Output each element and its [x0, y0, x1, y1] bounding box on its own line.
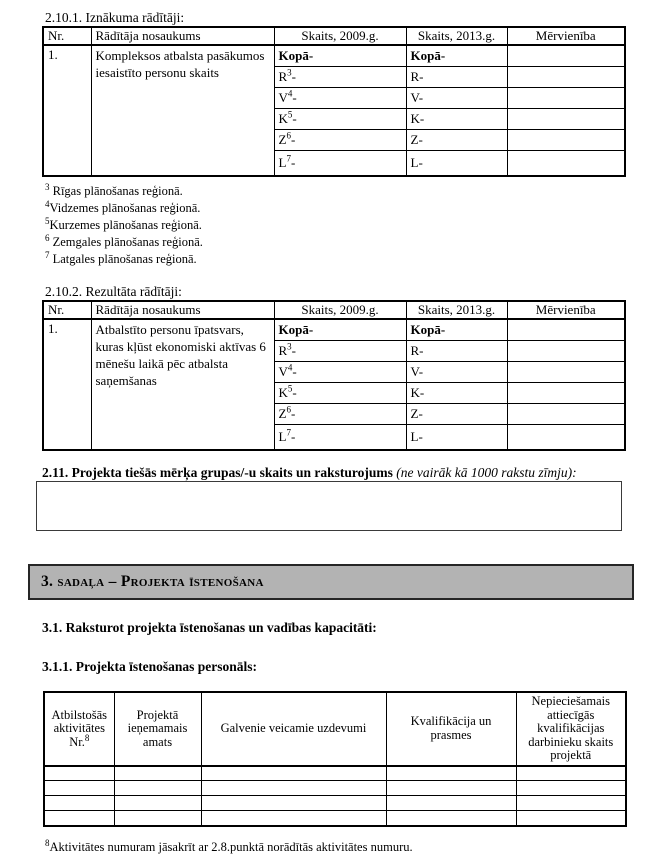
unit-value-cell[interactable] — [507, 45, 625, 66]
section-2-11-heading-bold: 2.11. Projekta tiešās mērķa grupas/-u skaits un raksturojums — [42, 465, 393, 480]
value-2009-total-cell: Kopā- — [274, 319, 406, 340]
header-cell-unit: Mērvienība — [507, 27, 625, 45]
header-cell-2013: Skaits, 2013.g. — [406, 27, 507, 45]
footnote-item: $^7$ Latgales plānošanas reģionā. — [45, 249, 197, 266]
empty-cell[interactable] — [114, 781, 201, 796]
section-2-10-2-title: 2.10.2. Rezultāta rādītāji: — [45, 284, 182, 299]
section-2-10-1-title: 2.10.1. Iznākuma rādītāji: — [45, 10, 185, 25]
header-cell-qualification: Kvalifikācija un prasmes — [386, 692, 516, 766]
empty-cell[interactable] — [201, 811, 386, 826]
value-2013-cell: R- — [406, 66, 507, 87]
header-cell-2009: Skaits, 2009.g. — [274, 301, 406, 319]
personnel-table — [43, 691, 627, 827]
table-header-row — [43, 27, 625, 45]
empty-cell[interactable] — [114, 811, 201, 826]
unit-value-cell[interactable] — [507, 87, 625, 108]
empty-cell[interactable] — [44, 781, 114, 796]
output-indicators-table — [42, 26, 626, 177]
header-cell-tasks: Galvenie veicamie uzdevumi — [201, 692, 386, 766]
value-2009-total-cell: Kopā- — [274, 45, 406, 66]
empty-cell[interactable] — [44, 766, 114, 781]
unit-value-cell[interactable] — [507, 150, 625, 176]
target-group-description-box[interactable] — [36, 481, 622, 531]
value-2013-cell: L- — [406, 150, 507, 176]
heading-3-1: 3.1. Raksturot projekta īstenošanas un vadības kapacitāti: — [42, 620, 377, 635]
empty-table-row — [44, 781, 626, 796]
activity-footnote: $^8$Aktivitātes numuram jāsakrīt ar 2.8.punktā norādītās aktivitātes numuru. — [45, 837, 413, 854]
heading-3-1-1: 3.1.1. Projekta īstenošanas personāls: — [42, 659, 258, 674]
header-cell-unit: Mērvienība — [507, 301, 625, 319]
empty-cell[interactable] — [386, 811, 516, 826]
footnote-item: $^5$Kurzemes plānošanas reģionā. — [45, 215, 202, 232]
section-2-11-heading-note: (ne vairāk kā 1000 rakstu zīmju): — [396, 465, 577, 480]
unit-value-cell[interactable] — [507, 66, 625, 87]
empty-cell[interactable] — [44, 811, 114, 826]
value-2009-cell: $K^5-$ — [274, 108, 406, 129]
empty-cell[interactable] — [44, 796, 114, 811]
value-2013-cell: Z- — [406, 403, 507, 424]
result-indicators-table — [42, 300, 626, 451]
header-cell-2013: Skaits, 2013.g. — [406, 301, 507, 319]
value-2009-cell: $V^4-$ — [274, 87, 406, 108]
region-footnotes — [45, 183, 645, 268]
unit-value-cell[interactable] — [507, 108, 625, 129]
empty-cell[interactable] — [201, 796, 386, 811]
empty-cell[interactable] — [201, 766, 386, 781]
row-number-cell: 1. — [43, 45, 91, 176]
empty-cell[interactable] — [516, 796, 626, 811]
table-header-row — [44, 692, 626, 766]
value-2013-cell: R- — [406, 340, 507, 361]
value-2009-cell: $L^7-$ — [274, 150, 406, 176]
value-2009-cell: $K^5-$ — [274, 382, 406, 403]
unit-value-cell[interactable] — [507, 361, 625, 382]
value-2013-cell: K- — [406, 108, 507, 129]
value-2009-cell: $Z^6-$ — [274, 129, 406, 150]
empty-cell[interactable] — [516, 766, 626, 781]
header-cell-nr: Nr. — [43, 301, 91, 319]
value-2013-cell: Z- — [406, 129, 507, 150]
section-2-11-heading — [42, 465, 645, 480]
unit-value-cell[interactable] — [507, 403, 625, 424]
unit-value-cell[interactable] — [507, 319, 625, 340]
empty-table-row — [44, 811, 626, 826]
footnote-item: $^6$ Zemgales plānošanas reģionā. — [45, 232, 203, 249]
value-2013-cell: V- — [406, 361, 507, 382]
indicator-subrow — [43, 319, 625, 340]
empty-table-row — [44, 766, 626, 781]
header-cell-activity-nr: Atbilstošās aktivitātes Nr.$^8$ — [44, 692, 114, 766]
empty-cell[interactable] — [114, 796, 201, 811]
unit-value-cell[interactable] — [507, 340, 625, 361]
empty-cell[interactable] — [386, 766, 516, 781]
value-2009-cell: $V^4-$ — [274, 361, 406, 382]
value-2013-cell: V- — [406, 87, 507, 108]
empty-cell[interactable] — [516, 781, 626, 796]
value-2009-cell: $R^3-$ — [274, 340, 406, 361]
header-cell-nr: Nr. — [43, 27, 91, 45]
value-2009-cell: $Z^6-$ — [274, 403, 406, 424]
header-cell-2009: Skaits, 2009.g. — [274, 27, 406, 45]
empty-cell[interactable] — [516, 811, 626, 826]
header-cell-name: Rādītāja nosaukums — [91, 301, 274, 319]
header-cell-position: Projektā ieņemamais amats — [114, 692, 201, 766]
value-2009-cell: $L^7-$ — [274, 424, 406, 450]
header-cell-staff-count: Nepieciešamais attiecīgās kvalifikācijas darbinieku skaits projektā — [516, 692, 626, 766]
empty-table-row — [44, 796, 626, 811]
footnote-item: $^3$ Rīgas plānošanas reģionā. — [45, 181, 183, 198]
value-2013-total-cell: Kopā- — [406, 45, 507, 66]
indicator-name-cell: Kompleksos atbalsta pasākumos iesaistīto personu skaits — [91, 45, 274, 176]
value-2013-cell: K- — [406, 382, 507, 403]
value-2013-cell: L- — [406, 424, 507, 450]
section-3-bar: 3. sadaļa – Projekta īstenošana — [28, 564, 634, 600]
empty-cell[interactable] — [114, 766, 201, 781]
row-number-cell: 1. — [43, 319, 91, 450]
empty-cell[interactable] — [386, 781, 516, 796]
header-cell-name: Rādītāja nosaukums — [91, 27, 274, 45]
unit-value-cell[interactable] — [507, 382, 625, 403]
footnote-item: $^4$Vidzemes plānošanas reģionā. — [45, 198, 201, 215]
indicator-subrow — [43, 45, 625, 66]
indicator-name-cell: Atbalstīto personu īpatsvars, kuras kļūst ekonomiski aktīvas 6 mēnešu laikā pēc atbalsta saņemšanas — [91, 319, 274, 450]
unit-value-cell[interactable] — [507, 129, 625, 150]
value-2009-cell: $R^3-$ — [274, 66, 406, 87]
table-header-row — [43, 301, 625, 319]
unit-value-cell[interactable] — [507, 424, 625, 450]
value-2013-total-cell: Kopā- — [406, 319, 507, 340]
empty-cell[interactable] — [386, 796, 516, 811]
empty-cell[interactable] — [201, 781, 386, 796]
